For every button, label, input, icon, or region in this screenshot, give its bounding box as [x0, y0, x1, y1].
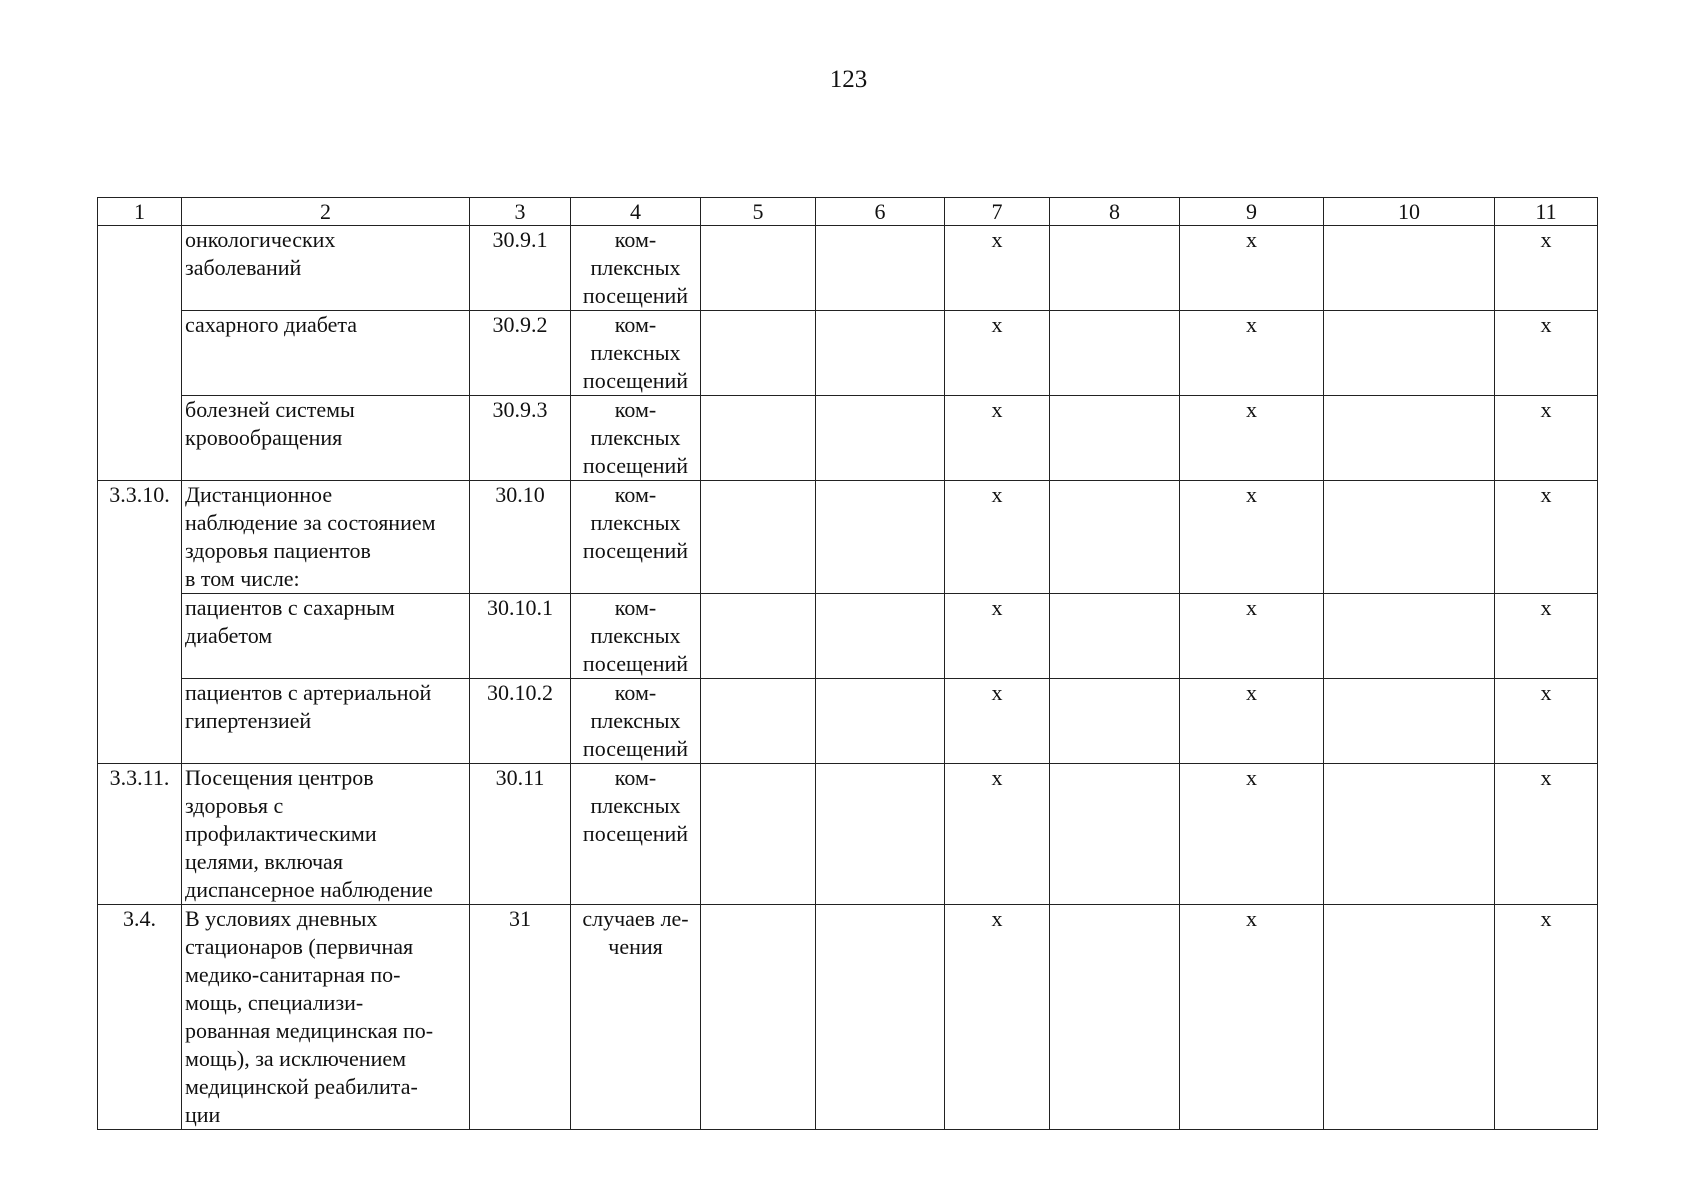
- unit-line: ком-: [614, 312, 657, 337]
- value-cell-c8: [1050, 481, 1180, 594]
- value-cell-c5: [701, 905, 816, 1130]
- unit-line: чения: [608, 934, 663, 959]
- value-cell-c8: [1050, 311, 1180, 396]
- row-code-cell: 30.9.2: [470, 311, 571, 396]
- unit-line: плексных: [590, 708, 681, 733]
- indicator-name-cell: [182, 481, 470, 594]
- data-table: [97, 197, 1598, 1130]
- column-header: 9: [1180, 198, 1324, 226]
- value-cell-c6: [816, 905, 945, 1130]
- indicator-name-cell: [182, 311, 470, 396]
- value-cell-c10: [1324, 764, 1495, 905]
- value-cell-c11: х: [1495, 226, 1598, 311]
- unit-line: плексных: [590, 623, 681, 648]
- indicator-name-line: медико-санитарная по-: [185, 962, 401, 987]
- value-cell-c9: х: [1180, 905, 1324, 1130]
- value-cell-c9: х: [1180, 764, 1324, 905]
- value-cell-c11: х: [1495, 594, 1598, 679]
- indicator-name-line: стационаров (первичная: [185, 934, 414, 959]
- indicator-name-cell: [182, 905, 470, 1130]
- row-number: 3.4.: [123, 906, 156, 931]
- value-cell-c8: [1050, 764, 1180, 905]
- unit-line: плексных: [590, 510, 681, 535]
- value-cell-c7: х: [945, 764, 1050, 905]
- value-cell-c7: х: [945, 481, 1050, 594]
- value-cell-c10: [1324, 679, 1495, 764]
- indicator-name-line: наблюдение за состоянием: [185, 510, 436, 535]
- row-code-cell: 31: [470, 905, 571, 1130]
- row-code-cell: 30.11: [470, 764, 571, 905]
- value-cell-c6: [816, 679, 945, 764]
- indicator-name-line: здоровья с: [185, 793, 284, 818]
- indicator-name-line: онкологических: [185, 227, 336, 252]
- unit-cell: [571, 679, 701, 764]
- unit-line: посещений: [582, 736, 689, 761]
- unit-line: посещений: [582, 651, 689, 676]
- table-row: [98, 679, 1598, 764]
- unit-line: ком-: [614, 595, 657, 620]
- unit-line: посещений: [582, 821, 689, 846]
- table-row: [98, 764, 1598, 905]
- column-header: 2: [182, 198, 470, 226]
- indicator-name-line: Посещения центров: [185, 765, 374, 790]
- row-number-cell: [98, 226, 182, 481]
- value-cell-c11: х: [1495, 905, 1598, 1130]
- table-row: [98, 396, 1598, 481]
- row-number: 3.3.10.: [109, 482, 170, 507]
- row-code-cell: 30.9.1: [470, 226, 571, 311]
- indicator-name-line: мощь, специализи-: [185, 990, 364, 1015]
- indicator-name-line: сахарного диабета: [185, 312, 358, 337]
- table-row: [98, 226, 1598, 311]
- column-header: 5: [701, 198, 816, 226]
- value-cell-c9: х: [1180, 396, 1324, 481]
- row-code-cell: 30.9.3: [470, 396, 571, 481]
- unit-line: плексных: [590, 793, 681, 818]
- value-cell-c8: [1050, 679, 1180, 764]
- value-cell-c5: [701, 481, 816, 594]
- unit-line: плексных: [590, 255, 681, 280]
- unit-cell: [571, 764, 701, 905]
- row-number-cell: [98, 764, 182, 905]
- column-header: 6: [816, 198, 945, 226]
- value-cell-c7: х: [945, 594, 1050, 679]
- value-cell-c9: х: [1180, 311, 1324, 396]
- table-row: [98, 594, 1598, 679]
- unit-cell: [571, 311, 701, 396]
- indicator-name-line: ции: [185, 1102, 221, 1127]
- column-header: 3: [470, 198, 571, 226]
- row-number: 3.3.11.: [109, 765, 170, 790]
- indicator-name-line: гипертензией: [185, 708, 312, 733]
- value-cell-c6: [816, 226, 945, 311]
- value-cell-c8: [1050, 594, 1180, 679]
- indicator-name-line: диабетом: [185, 623, 273, 648]
- value-cell-c9: х: [1180, 226, 1324, 311]
- table-row: [98, 905, 1598, 1130]
- indicator-name-line: Дистанционное: [185, 482, 333, 507]
- unit-line: ком-: [614, 680, 657, 705]
- value-cell-c5: [701, 311, 816, 396]
- value-cell-c7: х: [945, 226, 1050, 311]
- value-cell-c6: [816, 481, 945, 594]
- value-cell-c5: [701, 764, 816, 905]
- value-cell-c6: [816, 594, 945, 679]
- indicator-name-line: кровообращения: [185, 425, 343, 450]
- value-cell-c10: [1324, 594, 1495, 679]
- indicator-name-line: здоровья пациентов: [185, 538, 371, 563]
- indicator-name-line: медицинской реабилита-: [185, 1074, 418, 1099]
- value-cell-c5: [701, 226, 816, 311]
- value-cell-c8: [1050, 226, 1180, 311]
- indicator-name-cell: [182, 679, 470, 764]
- unit-line: посещений: [582, 368, 689, 393]
- indicator-name-cell: [182, 594, 470, 679]
- value-cell-c10: [1324, 481, 1495, 594]
- value-cell-c6: [816, 396, 945, 481]
- indicator-name-line: в том числе:: [185, 566, 300, 591]
- row-number-cell: [98, 905, 182, 1130]
- indicator-name-line: В условиях дневных: [185, 906, 378, 931]
- row-code-cell: 30.10: [470, 481, 571, 594]
- column-header: 4: [571, 198, 701, 226]
- value-cell-c6: [816, 764, 945, 905]
- indicator-name-cell: [182, 764, 470, 905]
- unit-line: ком-: [614, 397, 657, 422]
- unit-cell: [571, 396, 701, 481]
- table-row: [98, 481, 1598, 594]
- value-cell-c11: х: [1495, 311, 1598, 396]
- indicator-name-cell: [182, 226, 470, 311]
- indicator-name-line: рованная медицинская по-: [185, 1018, 434, 1043]
- indicator-name-line: болезней системы: [185, 397, 355, 422]
- indicator-name-line: мощь), за исключением: [185, 1046, 407, 1071]
- column-header: 1: [98, 198, 182, 226]
- value-cell-c7: х: [945, 396, 1050, 481]
- column-header: 7: [945, 198, 1050, 226]
- value-cell-c7: х: [945, 905, 1050, 1130]
- unit-line: ком-: [614, 765, 657, 790]
- unit-line: посещений: [582, 453, 689, 478]
- unit-cell: [571, 226, 701, 311]
- column-header: 8: [1050, 198, 1180, 226]
- value-cell-c6: [816, 311, 945, 396]
- value-cell-c11: х: [1495, 481, 1598, 594]
- unit-line: ком-: [614, 482, 657, 507]
- table-row: [98, 311, 1598, 396]
- value-cell-c8: [1050, 396, 1180, 481]
- column-header: 10: [1324, 198, 1495, 226]
- indicator-name-line: пациентов с сахарным: [185, 595, 395, 620]
- value-cell-c5: [701, 679, 816, 764]
- unit-line: ком-: [614, 227, 657, 252]
- value-cell-c7: х: [945, 679, 1050, 764]
- value-cell-c10: [1324, 396, 1495, 481]
- row-number-cell: [98, 481, 182, 764]
- unit-cell: [571, 905, 701, 1130]
- row-code-cell: 30.10.1: [470, 594, 571, 679]
- unit-line: посещений: [582, 283, 689, 308]
- indicator-name-line: заболеваний: [185, 255, 302, 280]
- unit-cell: [571, 594, 701, 679]
- value-cell-c5: [701, 594, 816, 679]
- indicator-name-line: пациентов с артериальной: [185, 680, 432, 705]
- indicator-name-line: целями, включая: [185, 849, 343, 874]
- value-cell-c8: [1050, 905, 1180, 1130]
- value-cell-c5: [701, 396, 816, 481]
- indicator-name-line: профилактическими: [185, 821, 377, 846]
- indicator-name-cell: [182, 396, 470, 481]
- column-header: 11: [1495, 198, 1598, 226]
- value-cell-c10: [1324, 226, 1495, 311]
- value-cell-c7: х: [945, 311, 1050, 396]
- value-cell-c9: х: [1180, 481, 1324, 594]
- page-number: 123: [829, 66, 868, 93]
- value-cell-c11: х: [1495, 396, 1598, 481]
- value-cell-c9: х: [1180, 594, 1324, 679]
- unit-line: плексных: [590, 425, 681, 450]
- table-body: [98, 226, 1598, 1130]
- table-header-row: [98, 198, 1598, 226]
- value-cell-c10: [1324, 905, 1495, 1130]
- value-cell-c11: х: [1495, 679, 1598, 764]
- unit-cell: [571, 481, 701, 594]
- indicator-name-line: диспансерное наблюдение: [185, 877, 433, 902]
- value-cell-c11: х: [1495, 764, 1598, 905]
- value-cell-c10: [1324, 311, 1495, 396]
- value-cell-c9: х: [1180, 679, 1324, 764]
- unit-line: плексных: [590, 340, 681, 365]
- unit-line: случаев ле-: [582, 906, 689, 931]
- unit-line: посещений: [582, 538, 689, 563]
- row-code-cell: 30.10.2: [470, 679, 571, 764]
